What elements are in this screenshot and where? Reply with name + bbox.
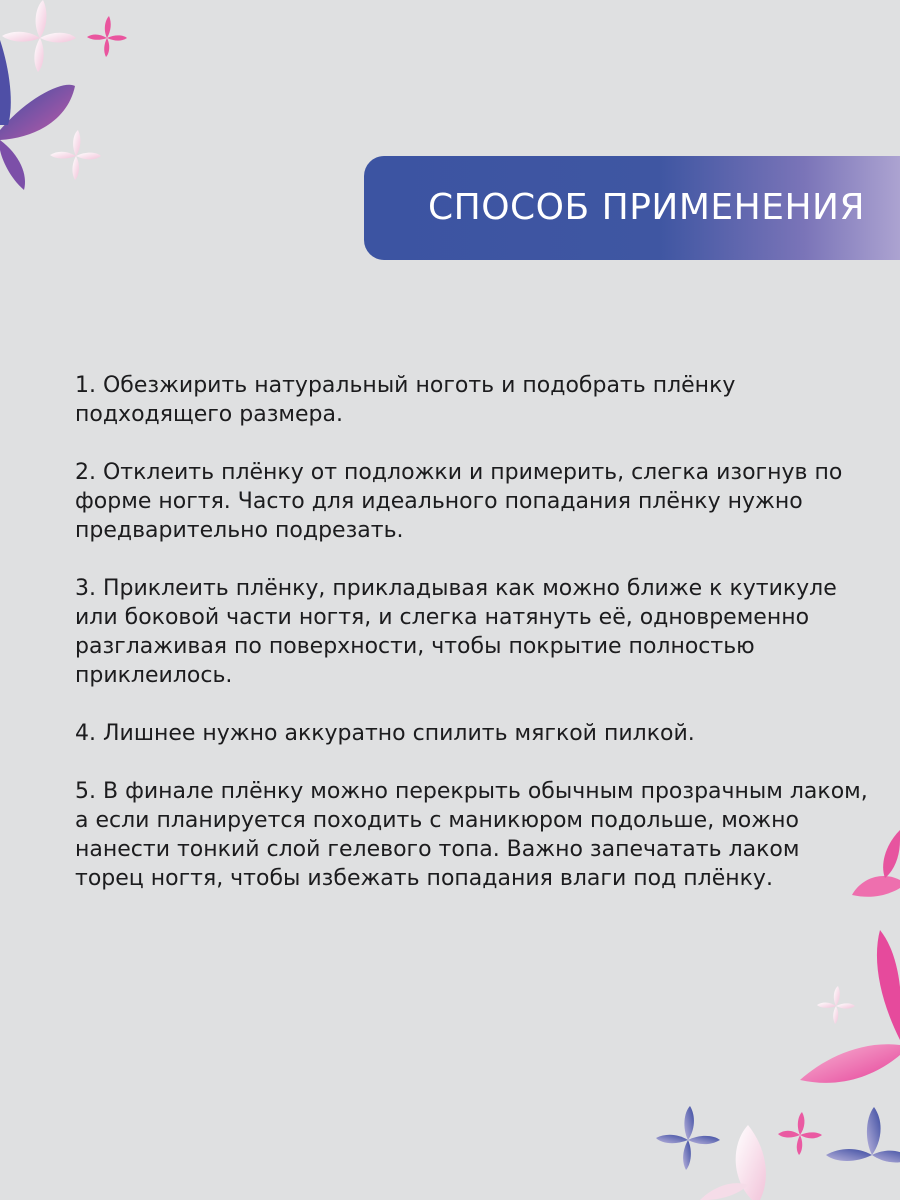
flower-bottom-right-small-pale: [817, 986, 855, 1024]
flower-top-left-pale-2: [50, 130, 101, 180]
instruction-step-4: 4. Лишнее нужно аккуратно спилить мягкой пилкой.: [75, 721, 695, 746]
page-title: СПОСОБ ПРИМЕНЕНИЯ: [428, 187, 866, 228]
instruction-step-5: 5. В финале плёнку можно перекрыть обычным прозрачным лаком, а если планируется походить с маникюром подольше, можно нанести тонкий слой гелевого топа. Важно запечатать лаком торец ногтя, чтобы избежать попадания влаги под плёнку.: [75, 779, 868, 891]
instruction-step-3: 3. Приклеить плёнку, прикладывая как можно ближе к кутикуле или боковой части ногтя, и слегка натянуть её, одновременно разглаживая по поверхности, чтобы покрытие полностью приклеилось.: [75, 576, 837, 688]
instructions-list: [75, 371, 875, 922]
flower-top-left-small-pink: [87, 16, 127, 57]
instruction-step-1: 1. Обезжирить натуральный ноготь и подобрать плёнку подходящего размера.: [75, 373, 736, 427]
flower-bottom-pink-small: [778, 1112, 822, 1155]
flower-bottom-violet: [656, 1106, 720, 1170]
flower-top-left-pale: [2, 0, 76, 72]
flower-bottom-pale-large: [700, 1125, 766, 1200]
instruction-step-2: 2. Отклеить плёнку от подложки и примерить, слегка изогнув по форме ногтя. Часто для идеального попадания плёнку нужно предварительно подрезать.: [75, 460, 843, 543]
flower-top-left-large: [0, 40, 75, 190]
flower-bottom-right-violet: [826, 1107, 900, 1162]
